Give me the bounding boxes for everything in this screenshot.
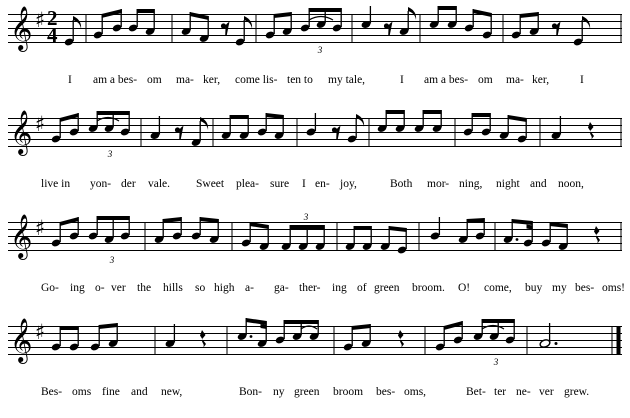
lyric-syllable: my bbox=[552, 282, 567, 294]
lyric-syllable: ver bbox=[539, 386, 554, 398]
lyric-syllable: der bbox=[121, 178, 136, 190]
note-group bbox=[165, 324, 206, 348]
lyric-syllable: night bbox=[496, 178, 520, 190]
lyric-syllable: en- bbox=[315, 178, 330, 190]
lyric-syllable: the bbox=[137, 282, 152, 294]
tuplet-3: 3 bbox=[317, 45, 323, 55]
music-system-3 bbox=[0, 208, 630, 312]
quarter-rest bbox=[200, 330, 206, 348]
note-group bbox=[150, 116, 209, 147]
lyric-syllable: oms! bbox=[602, 282, 625, 294]
lyric-syllable: a- bbox=[245, 282, 254, 294]
key-signature-sharp: ♯ bbox=[35, 320, 46, 344]
lyric-syllable: I bbox=[68, 74, 72, 86]
lyric-syllable: ker, bbox=[532, 74, 550, 86]
lyric-syllable: come, bbox=[484, 282, 512, 294]
treble-clef-icon: 𝄞 bbox=[10, 110, 33, 154]
lyric-syllable: high bbox=[214, 282, 235, 294]
lyric-syllable: my tale, bbox=[328, 74, 366, 86]
staff-3 bbox=[0, 208, 630, 282]
lyric-syllable: ga- bbox=[274, 282, 289, 294]
lyric-syllable: of bbox=[357, 282, 367, 294]
note-group bbox=[430, 217, 486, 244]
lyric-syllable: hills bbox=[163, 282, 183, 294]
note-group bbox=[154, 217, 219, 244]
key-signature-sharp: ♯ bbox=[35, 216, 46, 240]
key-signature-sharp: ♯ bbox=[35, 8, 46, 32]
lyric-syllable: am a bes- bbox=[93, 74, 138, 86]
tuplet-3: 3 bbox=[303, 212, 309, 222]
note-group bbox=[511, 12, 590, 47]
lyric-syllable: oms, bbox=[404, 386, 427, 398]
lyrics-line-3 bbox=[0, 282, 630, 302]
lyric-syllable: sure bbox=[270, 178, 290, 190]
time-signature-denominator: 4 bbox=[47, 23, 58, 47]
tuplet-3: 3 bbox=[109, 255, 115, 265]
treble-clef-icon: 𝄞 bbox=[10, 6, 33, 50]
quarter-rest bbox=[588, 122, 594, 140]
note-group bbox=[377, 110, 442, 133]
lyric-syllable: and bbox=[131, 386, 148, 398]
lyric-syllable: so bbox=[195, 282, 206, 294]
lyric-syllable: yon- bbox=[90, 178, 112, 190]
lyric-syllable: ing bbox=[70, 282, 85, 294]
note-group bbox=[503, 219, 600, 251]
lyric-syllable: ing bbox=[332, 282, 347, 294]
music-system-1 bbox=[0, 0, 630, 104]
key-signature-sharp: ♯ bbox=[35, 112, 46, 136]
treble-clef-icon: 𝄞 bbox=[10, 318, 33, 362]
lyric-syllable: broom. bbox=[412, 282, 445, 294]
lyric-syllable: Bes- bbox=[41, 386, 63, 398]
staff-2 bbox=[0, 104, 630, 178]
staff-lines-4 bbox=[8, 327, 622, 355]
lyrics-line-2 bbox=[0, 178, 630, 198]
staff-4 bbox=[0, 312, 630, 386]
lyric-syllable: and bbox=[530, 178, 547, 190]
lyric-syllable: ver bbox=[111, 282, 126, 294]
lyric-syllable: ma- bbox=[176, 74, 194, 86]
lyric-syllable: ning, bbox=[459, 178, 483, 190]
lyric-syllable: plea- bbox=[236, 178, 259, 190]
lyrics-line-4 bbox=[0, 386, 630, 406]
lyric-syllable: fine bbox=[102, 386, 120, 398]
lyric-syllable: buy bbox=[525, 282, 543, 294]
lyric-syllable: Both bbox=[390, 178, 413, 190]
note-group bbox=[463, 113, 527, 144]
lyric-syllable: live in bbox=[41, 178, 71, 190]
tuplet-3: 3 bbox=[107, 149, 113, 159]
note-group bbox=[93, 9, 155, 40]
lyric-syllable: oms bbox=[72, 386, 92, 398]
lyric-syllable: joy, bbox=[340, 178, 357, 190]
quarter-rest bbox=[398, 330, 404, 348]
lyric-syllable: O! bbox=[458, 282, 471, 294]
music-system-2 bbox=[0, 104, 630, 208]
staff-lines-1 bbox=[8, 15, 622, 43]
lyric-syllable: am a bes- bbox=[424, 74, 469, 86]
note-group bbox=[306, 113, 365, 144]
lyric-syllable: I bbox=[580, 74, 584, 86]
lyric-syllable: ter bbox=[494, 386, 507, 398]
staff-1 bbox=[0, 0, 630, 74]
lyric-syllable: green bbox=[294, 386, 320, 398]
note-group bbox=[221, 113, 284, 140]
quarter-rest bbox=[594, 226, 600, 244]
lyric-syllable: Go- bbox=[41, 282, 59, 294]
lyric-syllable: I bbox=[400, 74, 404, 86]
lyric-syllable: broom bbox=[333, 386, 364, 398]
lyric-syllable: mor- bbox=[427, 178, 450, 190]
note-group bbox=[51, 216, 130, 265]
lyric-syllable: ker, bbox=[203, 74, 221, 86]
lyric-syllable: come lis- bbox=[235, 74, 278, 86]
music-system-4 bbox=[0, 312, 630, 416]
lyric-syllable: vale. bbox=[148, 178, 171, 190]
lyric-syllable: grew. bbox=[564, 386, 590, 398]
lyric-syllable: green bbox=[374, 282, 400, 294]
note-group bbox=[241, 212, 325, 251]
lyric-syllable: o- bbox=[95, 282, 105, 294]
note-group bbox=[265, 8, 342, 55]
lyric-syllable: Sweet bbox=[196, 178, 225, 190]
lyric-syllable: ther- bbox=[299, 282, 321, 294]
lyric-syllable: ne- bbox=[516, 386, 531, 398]
tuplet-3: 3 bbox=[493, 357, 499, 367]
lyric-syllable: ny bbox=[273, 386, 285, 398]
lyric-syllable: I bbox=[302, 178, 306, 190]
treble-clef-icon: 𝄞 bbox=[10, 214, 33, 258]
time-signature-numerator: 2 bbox=[47, 6, 58, 30]
lyric-syllable: ma- bbox=[506, 74, 524, 86]
lyric-syllable: ten to bbox=[287, 74, 313, 86]
lyric-syllable: noon, bbox=[558, 178, 584, 190]
lyric-syllable: bes- bbox=[376, 386, 396, 398]
lyric-syllable: bes- bbox=[575, 282, 595, 294]
lyric-syllable: om bbox=[147, 74, 162, 86]
note-group bbox=[181, 12, 252, 47]
note-group bbox=[551, 116, 594, 140]
lyric-syllable: om bbox=[478, 74, 493, 86]
lyric-syllable: new, bbox=[161, 386, 183, 398]
lyric-syllable: Bon- bbox=[239, 386, 262, 398]
note-group bbox=[64, 16, 81, 47]
lyric-syllable: Bet- bbox=[466, 386, 486, 398]
lyrics-line-1 bbox=[0, 74, 630, 94]
note-group bbox=[429, 6, 492, 40]
